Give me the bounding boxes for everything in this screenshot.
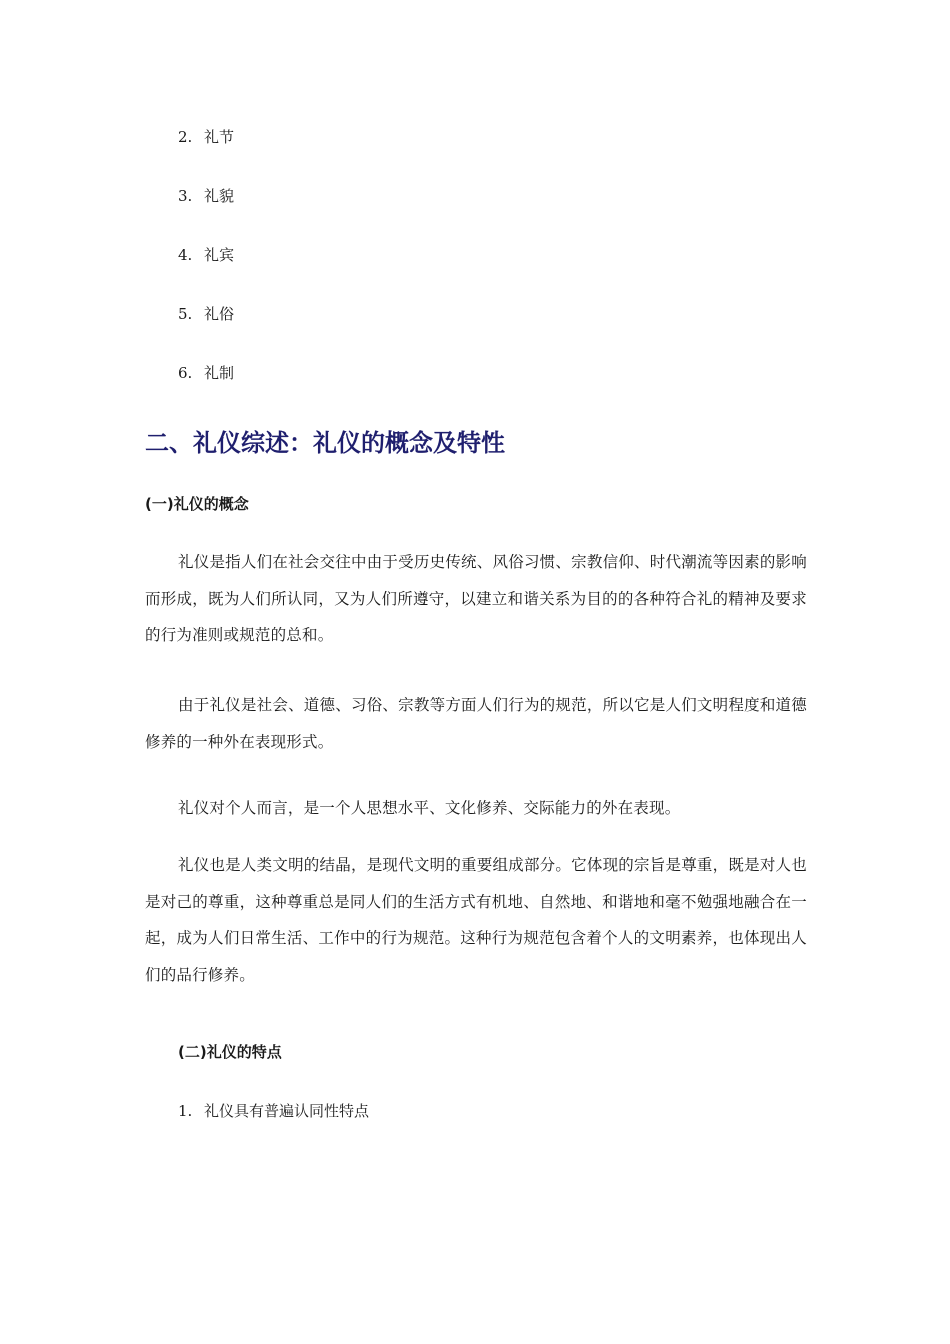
list-item-text: 礼节 <box>204 128 235 146</box>
list-item-text: 礼俗 <box>204 305 235 323</box>
list-item-text: 礼宾 <box>204 246 235 264</box>
section-title: 二、礼仪综述：礼仪的概念及特性 <box>145 429 505 457</box>
list-item-number: 1. <box>178 1102 193 1120</box>
subheading-features: (二)礼仪的特点 <box>178 1043 282 1061</box>
list-item-number: 6. <box>178 364 193 382</box>
paragraph: 礼仪是指人们在社会交往中由于受历史传统、风俗习惯、宗教信仰、时代潮流等因素的影响而形成，既为人们所认同，又为人们所遵守，以建立和谐关系为目的的各种符合礼的精神及要求的行为准则或规范的总和。 <box>145 553 807 644</box>
subheading-concept: (一)礼仪的概念 <box>145 495 249 513</box>
paragraph: 由于礼仪是社会、道德、习俗、宗教等方面人们行为的规范，所以它是人们文明程度和道德修养的一种外在表现形式。 <box>145 696 807 751</box>
list-item <box>178 186 234 206</box>
list-item-number: 2. <box>178 128 193 146</box>
list-item <box>178 1101 369 1121</box>
list-item-number: 3. <box>178 187 193 205</box>
list-item-text: 礼仪具有普遍认同性特点 <box>204 1102 370 1120</box>
list-item <box>178 363 234 383</box>
list-item-text: 礼貌 <box>204 187 235 205</box>
list-item-number: 4. <box>178 246 193 264</box>
paragraph: 礼仪对个人而言，是一个人思想水平、文化修养、交际能力的外在表现。 <box>178 799 681 817</box>
list-item <box>178 245 234 265</box>
list-item <box>178 304 234 324</box>
list-item <box>178 127 234 147</box>
list-item-text: 礼制 <box>204 364 235 382</box>
paragraph: 礼仪也是人类文明的结晶，是现代文明的重要组成部分。它体现的宗旨是尊重，既是对人也是对己的尊重，这种尊重总是同人们的生活方式有机地、自然地、和谐地和毫不勉强地融合在一起，成为人们日常生活、工作中的行为规范。这种行为规范包含着个人的文明素养，也体现出人们的品行修养。 <box>145 856 807 984</box>
list-item-number: 5. <box>178 305 193 323</box>
